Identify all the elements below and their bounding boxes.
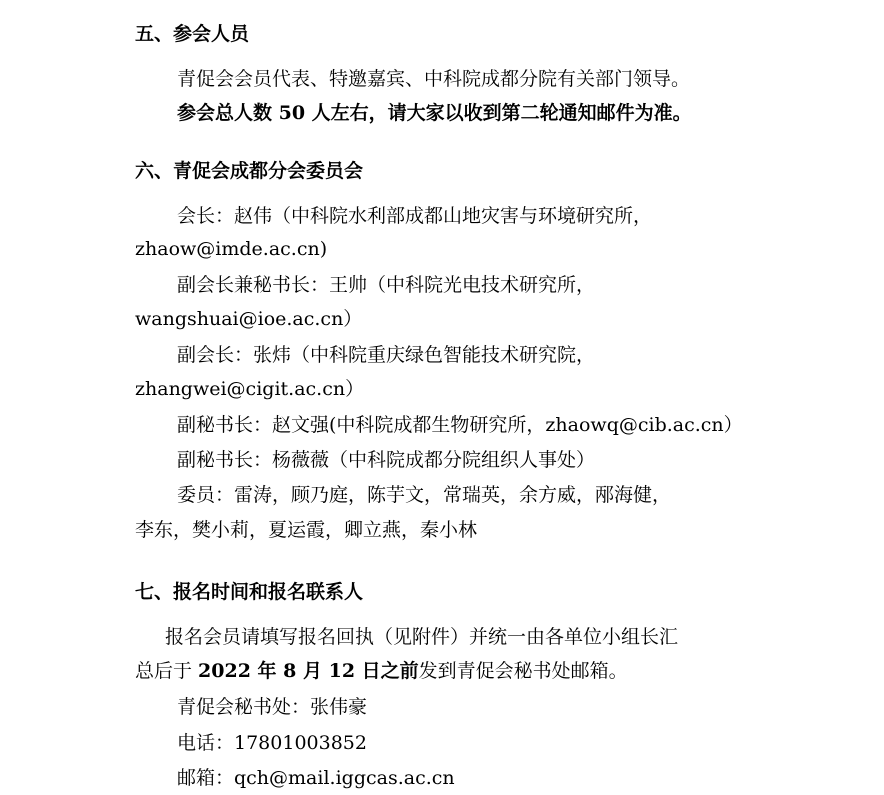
president-affiliation: 赵伟（中科院水利部成都山地灾害与环境研究所，	[234, 205, 653, 227]
vp-secretary-affiliation: 王帅（中科院光电技术研究所，	[329, 274, 596, 296]
section-7-line-2	[135, 658, 628, 684]
section-6-heading: 六、青促会成都分会委员会	[135, 160, 364, 182]
deputy-secretary-1: 副秘书长：赵文强(中科院成都生物研究所，zhaowq@cib.ac.cn）	[177, 414, 743, 436]
president-email: zhaow@imde.ac.cn)	[135, 238, 328, 260]
vp-secretary-label: 副会长兼秘书长：	[177, 274, 330, 296]
vp-secretary-line	[177, 272, 595, 298]
members-line-1: 委员：雷涛，顾乃庭，陈芋文，常瑞英，余方威，邴海健，	[177, 484, 672, 506]
contact-phone: 电话：17801003852	[177, 732, 367, 754]
vp-email: zhangwei@cigit.ac.cn）	[135, 378, 365, 400]
deputy-secretary-2: 副秘书长：杨薇薇（中科院成都分院组织人事处）	[177, 449, 596, 471]
vp-secretary-email: wangshuai@ioe.ac.cn）	[135, 308, 363, 330]
deadline-date: 2022 年 8 月 12 日之前	[198, 660, 419, 682]
contact-email: 邮箱：qch@mail.iggcas.ac.cn	[177, 767, 455, 789]
secretariat-contact: 青促会秘书处：张伟豪	[177, 696, 368, 718]
deadline-prefix: 总后于	[135, 660, 199, 682]
section-7-line-1: 报名会员请填写报名回执（见附件）并统一由各单位小组长汇	[165, 626, 679, 648]
members-line-2: 李东，樊小莉，夏运霞，卿立燕，秦小林	[135, 519, 478, 541]
section-5-total: 参会总人数 50 人左右，请大家以收到第二轮通知邮件为准。	[177, 102, 692, 124]
section-5-heading: 五、参会人员	[135, 23, 250, 45]
section-5-attendees: 青促会会员代表、特邀嘉宾、中科院成都分院有关部门领导。	[177, 68, 691, 90]
vp-line	[177, 342, 595, 368]
president-line	[177, 203, 652, 229]
vp-affiliation: 张炜（中科院重庆绿色智能技术研究院，	[253, 344, 596, 366]
president-label: 会长：	[177, 205, 235, 227]
deadline-suffix: 发到青促会秘书处邮箱。	[418, 660, 628, 682]
vp-label: 副会长：	[177, 344, 254, 366]
section-7-heading: 七、报名时间和报名联系人	[135, 581, 364, 603]
